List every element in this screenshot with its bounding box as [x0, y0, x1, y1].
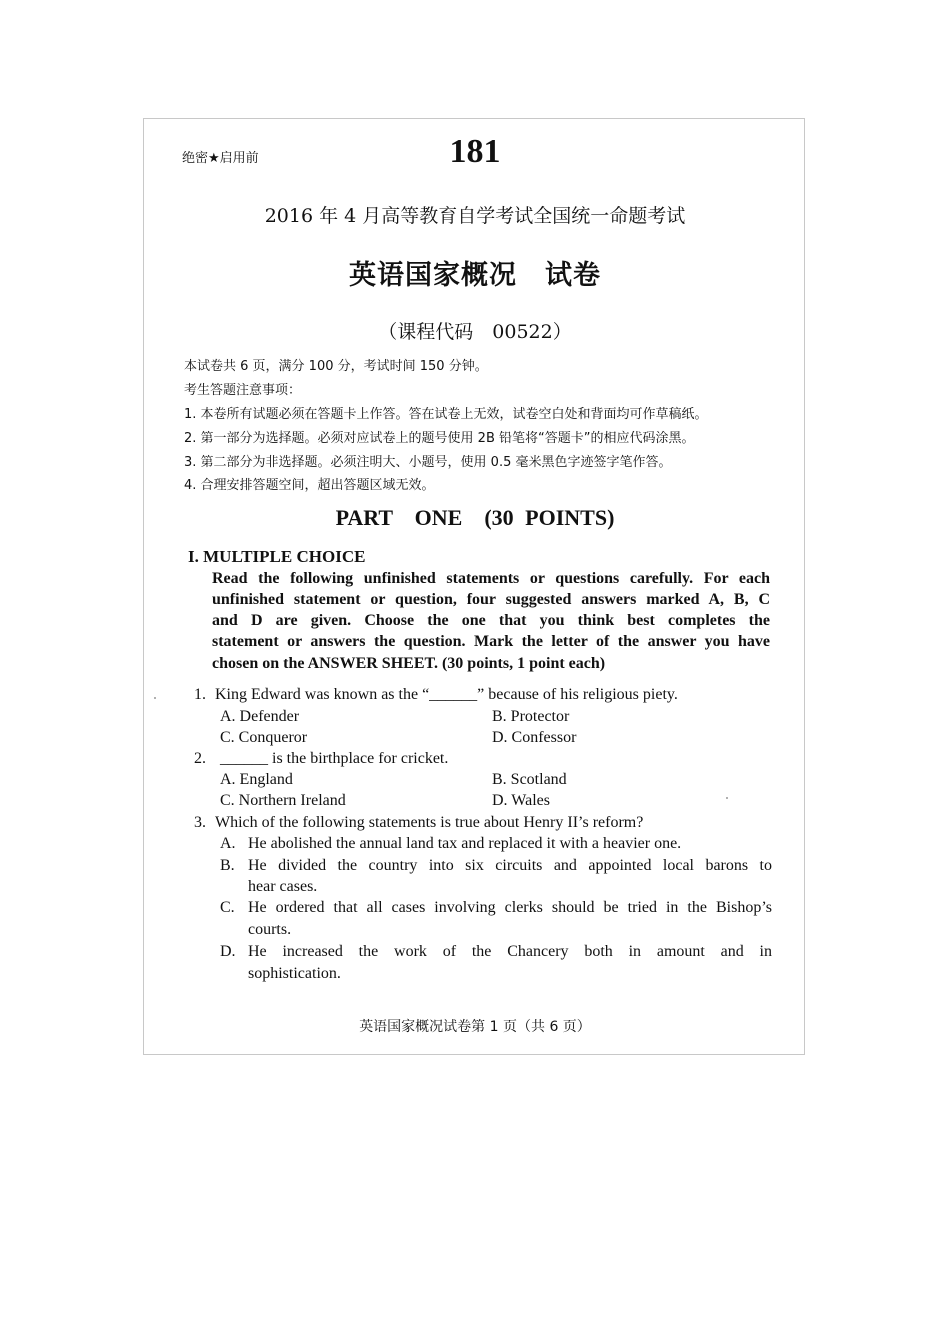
question-text: Which of the following statements is true about Henry II’s reform?: [215, 814, 644, 831]
note-item: 4. 合理安排答题空间，超出答题区域无效。: [184, 478, 435, 493]
option-c-label: C.: [220, 899, 235, 916]
option-c-text: He ordered that all cases involving clerks should be tried in the Bishop’s: [248, 899, 772, 916]
option-d: D. Confessor: [492, 729, 577, 746]
option-d-text: He increased the work of the Chancery both in amount and in: [248, 943, 772, 960]
exam-title-line: 2016 年 4 月高等教育自学考试全国统一命题考试: [264, 205, 686, 227]
subject-title: 英语国家概况 试卷: [349, 260, 601, 291]
option-c: C. Northern Ireland: [220, 792, 346, 809]
option-d-label: D.: [220, 943, 236, 960]
instruction-line: Read the following unfinished statements or questions carefully. For each: [212, 570, 770, 587]
question-text: ______ is the birthplace for cricket.: [220, 750, 449, 767]
option-a: A. Defender: [220, 708, 300, 725]
instruction-line: statement or answers the question. Mark the letter of the answer you have: [212, 633, 770, 650]
scan-speck: [726, 797, 728, 799]
notes-heading: 考生答题注意事项：: [184, 383, 302, 398]
confidential-label: 绝密★启用前: [182, 151, 259, 166]
option-b: B. Protector: [492, 708, 570, 725]
exam-page: [143, 118, 805, 1055]
option-a: A. England: [220, 771, 293, 788]
option-b-text: He divided the country into six circuits and appointed local barons to: [248, 857, 772, 874]
course-code: （课程代码 00522）: [378, 321, 572, 343]
instruction-line: unfinished statement or question, four suggested answers marked A, B, C: [212, 591, 770, 608]
note-item: 2. 第一部分为选择题。必须对应试卷上的题号使用 2B 铅笔将“答题卡”的相应代码涂黑。: [184, 431, 695, 446]
option-d-text-cont: sophistication.: [248, 965, 341, 982]
option-a-label: A.: [220, 835, 236, 852]
instruction-line: and D are given. Choose the one that you think best completes the: [212, 612, 770, 629]
section-title: I. MULTIPLE CHOICE: [188, 547, 366, 566]
option-d: D. Wales: [492, 792, 550, 809]
note-item: 1. 本卷所有试题必须在答题卡上作答。答在试卷上无效，试卷空白处和背面均可作草稿纸。: [184, 407, 708, 422]
option-a-text: He abolished the annual land tax and replaced it with a heavier one.: [248, 835, 682, 852]
option-b: B. Scotland: [492, 771, 567, 788]
option-b-text-cont: hear cases.: [248, 878, 318, 895]
instruction-line: chosen on the ANSWER SHEET. (30 points, 1 point each): [212, 655, 606, 672]
paper-summary: 本试卷共 6 页，满分 100 分，考试时间 150 分钟。: [184, 359, 488, 374]
question-text: King Edward was known as the “______” because of his religious piety.: [215, 686, 678, 703]
question-number: 3.: [194, 814, 206, 831]
note-item: 3. 第二部分为非选择题。必须注明大、小题号，使用 0.5 毫米黑色字迹签字笔作答。: [184, 455, 672, 470]
option-b-label: B.: [220, 857, 235, 874]
option-c: C. Conqueror: [220, 729, 308, 746]
paper-code-number: 181: [449, 133, 501, 170]
page-footer: 英语国家概况试卷第 1 页（共 6 页）: [359, 1019, 591, 1035]
scan-speck: [154, 697, 156, 699]
question-number: 2.: [194, 750, 206, 767]
part-one-title: PART ONE (30 POINTS): [335, 505, 615, 530]
option-c-text-cont: courts.: [248, 921, 292, 938]
question-number: 1.: [194, 686, 206, 703]
